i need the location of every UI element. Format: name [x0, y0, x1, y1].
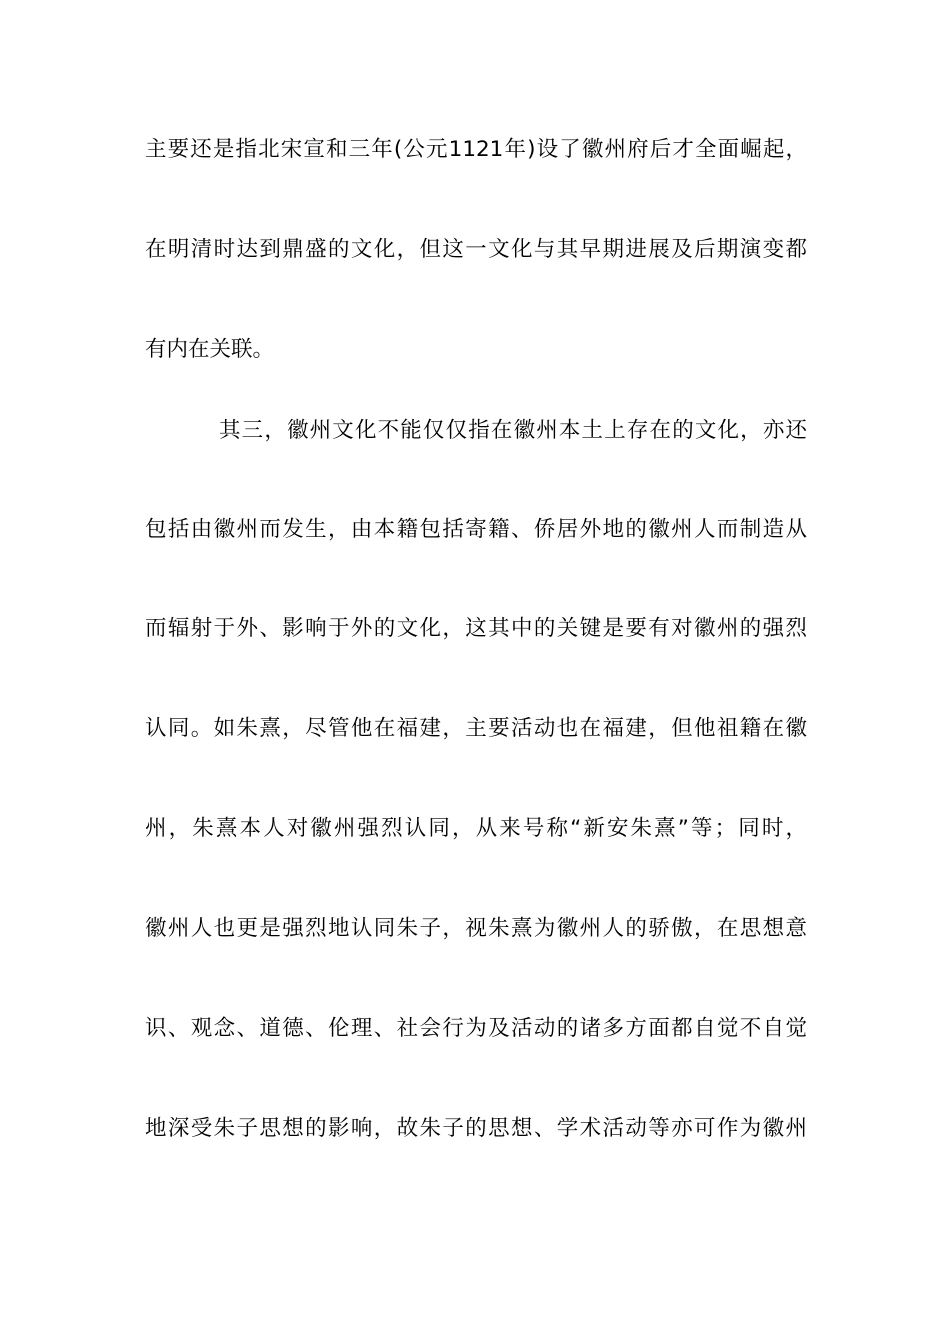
paragraph-line: 而辐射于外、影响于外的文化，这其中的关键是要有对徽州的强烈	[145, 616, 807, 641]
paragraph-line: 州，朱熹本人对徽州强烈认同，从来号称“新安朱熹”等；同时，	[145, 816, 807, 841]
paragraph-line: 包括由徽州而发生，由本籍包括寄籍、侨居外地的徽州人而制造从	[145, 517, 807, 542]
paragraph-line: 认同。如朱熹，尽管他在福建，主要活动也在福建，但他祖籍在徽	[145, 716, 807, 741]
paragraph-line: 地深受朱子思想的影响，故朱子的思想、学术活动等亦可作为徽州	[145, 1116, 807, 1141]
paragraph-line: 在明清时达到鼎盛的文化，但这一文化与其早期进展及后期演变都	[145, 237, 807, 262]
paragraph-line: 其三，徽州文化不能仅仅指在徽州本土上存在的文化，亦还	[219, 418, 807, 443]
paragraph-line: 有内在关联。	[145, 337, 275, 362]
paragraph-line: 徽州人也更是强烈地认同朱子，视朱熹为徽州人的骄傲，在思想意	[145, 916, 807, 941]
paragraph-line: 主要还是指北宋宣和三年(公元1121年)设了徽州府后才全面崛起，	[145, 137, 807, 162]
paragraph-line: 识、观念、道德、伦理、社会行为及活动的诸多方面都自觉不自觉	[145, 1016, 807, 1041]
